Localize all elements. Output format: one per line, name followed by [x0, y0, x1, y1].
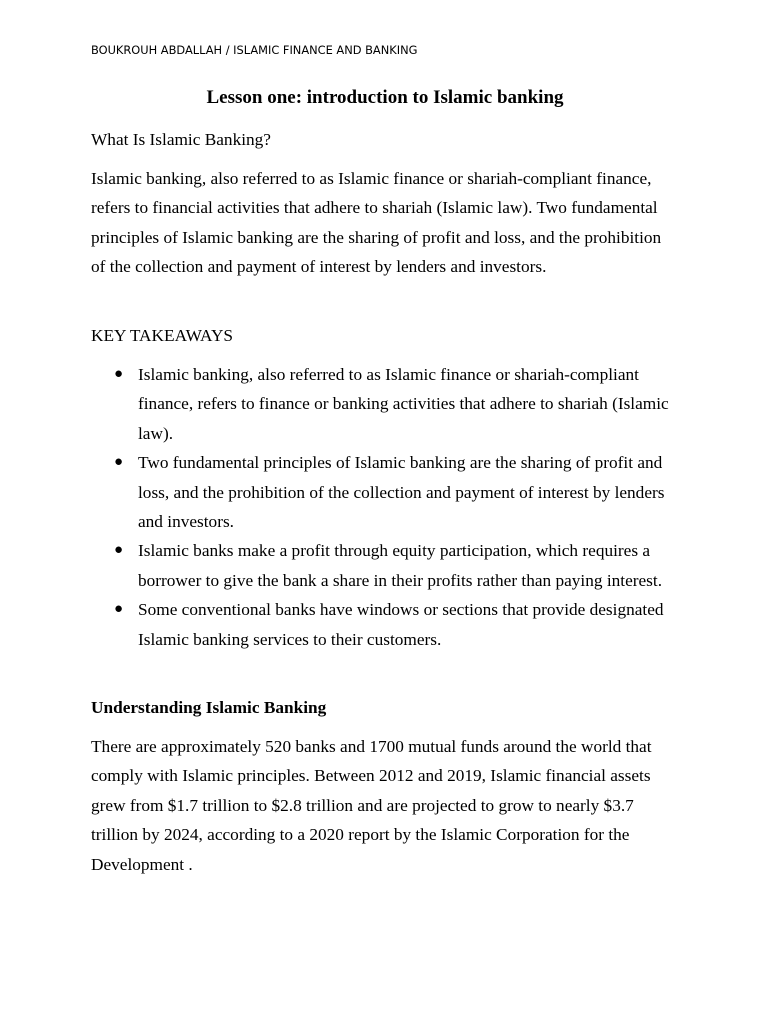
bullet-dot-icon: ● [114, 454, 124, 471]
question-heading: What Is Islamic Banking? [91, 130, 271, 149]
list-item [91, 360, 679, 448]
key-takeaways-list [91, 360, 679, 654]
bullet-dot-icon: ● [114, 601, 124, 618]
bullet-dot-icon: ● [114, 542, 124, 559]
section-heading: Understanding Islamic Banking [91, 698, 327, 717]
list-item-text: Islamic banking, also referred to as Islamic finance or shariah-compliant finance, refers to finance or banking activities that adhere to shariah (Islamic law). [138, 365, 669, 443]
document-title: Lesson one: introduction to Islamic banking [206, 87, 564, 108]
list-item [91, 536, 679, 595]
key-takeaways-heading: KEY TAKEAWAYS [91, 326, 234, 345]
list-item [91, 595, 679, 654]
running-header: BOUKROUH ABDALLAH / ISLAMIC FINANCE AND BANKING [91, 43, 418, 57]
bullet-dot-icon: ● [114, 366, 124, 382]
list-item-text: Two fundamental principles of Islamic banking are the sharing of profit and loss, and the prohibition of the collection and payment of interest by lenders and investors. [138, 453, 665, 532]
section-paragraph: There are approximately 520 banks and 1700 mutual funds around the world that comply with Islamic principles. Between 2012 and 2019, Islamic financial assets grew from $1.7 trillion to $2.8 trillion and are projected to grow to nearly $3.7 trillion by 2024, according to a 2020 report by the Islamic Corporation for the Development . [91, 737, 652, 874]
intro-paragraph: Islamic banking, also referred to as Islamic finance or shariah-compliant finance, refers to financial activities that adhere to shariah (Islamic law). Two fundamental principles of Islamic banking are the sharing of profit and loss, and the prohibition of the collection and payment of interest by lenders and investors. [91, 169, 662, 277]
list-item-text: Islamic banks make a profit through equity participation, which requires a borrower to give the bank a share in their profits rather than paying interest. [138, 541, 663, 590]
list-item-text: Some conventional banks have windows or sections that provide designated Islamic banking services to their customers. [138, 600, 664, 649]
list-item [91, 448, 679, 536]
